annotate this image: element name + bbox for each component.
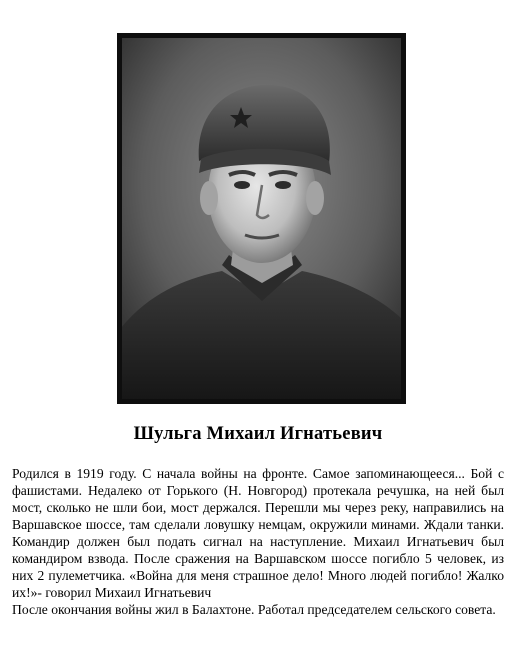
portrait-icon xyxy=(117,33,406,404)
portrait-photo xyxy=(117,33,406,404)
biography-text xyxy=(12,465,504,618)
bio-paragraph-1: Родился в 1919 году. С начала войны на фронте. Самое запоминающееся... Бой с фашистами. Недалеко от Горького (Н. Новгород) протекала речушка, на ней был мост, сколько не шли бои, мост держался. Перешли мы через реку, направились на Варшавское шоссе, там сделали ловушку немцам, окружили минами. Ждали танки. Командир должен был подать сигнал на наступление. Михаил Игнатьевич был командиром взвода. После сражения на Варшавском шоссе погибло 5 человек, из них 2 пулеметчика. «Война для меня страшное дело! Много людей погибло! Жалко их!»- говорил Михаил Игнатьевич xyxy=(12,466,504,600)
bio-paragraph-2: После окончания войны жил в Балахтоне. Работал председателем сельского совета. xyxy=(12,602,496,617)
page-title: Шульга Михаил Игнатьевич xyxy=(133,424,383,444)
